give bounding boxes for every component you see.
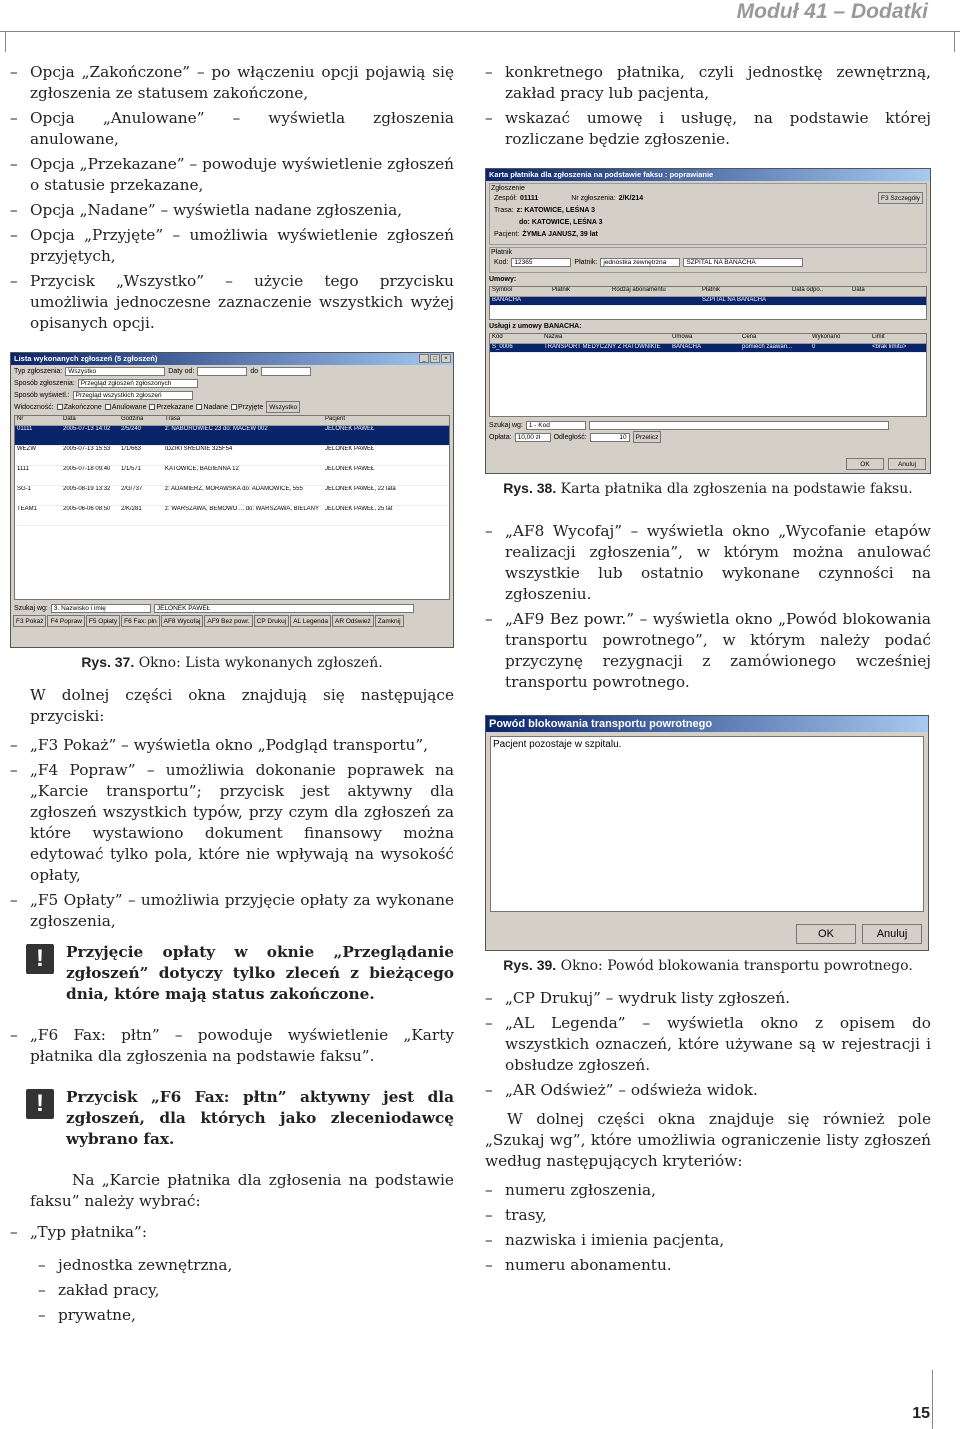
column-header[interactable]: Godzina <box>121 416 144 422</box>
note-text: Przycisk „F6 Fax: płtn” aktywny jest dla zgłoszeń, dla których jako zleceniodawcę wybrano fax. <box>66 1088 454 1148</box>
paragraph: W dolnej części okna znajdują się następujące przyciski: <box>30 686 454 725</box>
typ-select[interactable]: Wszystko <box>65 367 165 376</box>
table-cell: TEAM1 <box>17 506 38 512</box>
column-header[interactable]: Nr <box>17 416 24 422</box>
column-header[interactable]: Rodzaj abonamentu <box>612 287 666 293</box>
table-cell: JELONEK PAWEŁ <box>325 466 375 472</box>
table-cell: 2005-07-13 14:02 <box>63 426 111 432</box>
odleglosc-field[interactable]: 10 <box>590 433 630 442</box>
table-cell: TRANSPORT MEDYCZNY Z RATOWNIKIE <box>544 344 661 350</box>
group-label: Zgłoszenie <box>491 185 525 192</box>
list-item: – „AR Odśwież” – odświeża widok. <box>485 1080 931 1101</box>
toolbar-button[interactable]: AR Odśwież <box>332 615 374 627</box>
button-bar <box>11 614 453 628</box>
date-to-field[interactable] <box>261 367 311 376</box>
table-row[interactable] <box>15 506 449 526</box>
list-item: – Opcja „Przekazane” – powoduje wyświetlenie zgłoszeń o statusie przekazane, <box>10 154 454 196</box>
window-karta-platnika <box>485 168 931 474</box>
filter-checkbox[interactable]: Nadane <box>196 404 228 411</box>
zespol-label: Zespół: <box>494 194 517 202</box>
table-row[interactable] <box>490 297 926 306</box>
table-cell: WEZW <box>17 446 36 452</box>
sub-list <box>10 1255 454 1326</box>
anuluj-button[interactable]: Anuluj <box>888 458 926 470</box>
caption-text: Okno: Powód blokowania transportu powrotnego. <box>560 958 913 974</box>
left-column <box>10 62 454 1330</box>
table-cell: 2005-07-13 15:53 <box>63 446 111 452</box>
header-title: Moduł 41 – Dodatki <box>736 0 928 23</box>
caption-38 <box>485 480 931 497</box>
uslugi-table <box>489 333 927 417</box>
buttons-list <box>485 988 931 1101</box>
table-cell: 2/K/281 <box>121 506 142 512</box>
szukaj-input[interactable] <box>589 421 889 430</box>
anuluj-button[interactable]: Anuluj <box>862 924 922 944</box>
ok-button[interactable]: OK <box>796 924 856 944</box>
umowy-table <box>489 286 927 320</box>
table-header <box>15 416 449 426</box>
list-item: – trasy, <box>485 1205 931 1226</box>
table-cell: JELONEK PAWEŁ, 22 lata <box>325 486 396 492</box>
platnik-select[interactable]: jednostka zewnętrzna <box>600 258 680 267</box>
table-cell: JELONEK PAWEŁ <box>325 426 375 432</box>
divider <box>954 32 955 52</box>
table-cell: KATOWICE, BAGIENNA 12 <box>165 466 239 472</box>
szukaj-input[interactable]: JELONEK PAWEŁ <box>154 604 414 613</box>
table-header <box>490 334 926 344</box>
table-row[interactable] <box>15 446 449 466</box>
umowy-label: Umowy: <box>489 276 517 283</box>
list-item: – „F4 Popraw” – umożliwia dokonanie poprawek na „Karcie transportu”; przycisk jest aktywny dla zgłoszeń wszystkich typów, przy czym dla zgłoszeń za które wystawiono dokument finansowy można edytować tylko pola, które nie wpływają na wysokość opłaty, <box>10 760 454 886</box>
caption-text: Karta płatnika dla zgłoszenia na podstawie faksu. <box>560 481 913 497</box>
paragraph: W dolnej części okna znajduje się również pole „Szukaj wg”, które umożliwia ograniczenie listy zgłoszeń według następujących kryteriów: <box>485 1110 931 1170</box>
platnik-group <box>489 247 927 273</box>
list-item: – „F6 Fax: płtn” – powoduje wyświetlenie „Karty płatnika dla zgłoszenia na podstawie faksu”. <box>10 1025 454 1067</box>
page-header <box>0 0 960 32</box>
wszystko-button[interactable]: Wszystko <box>266 401 300 413</box>
table-row[interactable] <box>15 466 449 486</box>
group-label: Płatnik <box>491 249 513 256</box>
list-item: – zakład pracy, <box>10 1280 454 1301</box>
close-icon[interactable]: × <box>441 354 451 363</box>
column-header[interactable]: Symbol <box>492 287 513 293</box>
filter-checkbox[interactable]: Zakończone <box>57 404 102 411</box>
paragraph: Na „Karcie płatnika dla zgłosenia na podstawie faksu” należy wybrać: <box>30 1171 454 1210</box>
zespol-value: 01111 <box>519 194 539 202</box>
caption-number: Rys. 37. <box>81 654 135 670</box>
oplata-field[interactable]: 10,00 zł <box>515 433 551 442</box>
reason-textarea[interactable]: Pacjent pozostaje w szpitalu. <box>490 736 924 912</box>
sposob-wyswietl-label: Sposób wyświetl.: <box>14 391 70 399</box>
trasa-value: do: KATOWICE, LEŚNA 3 <box>519 218 603 226</box>
options-list <box>485 62 931 150</box>
daty-do-label: do <box>250 367 259 375</box>
list-item: – „Typ płatnika”: <box>10 1222 454 1243</box>
window-controls <box>419 354 451 363</box>
column-header[interactable]: Trasa <box>165 416 181 422</box>
typ-label: Typ zgłoszenia: <box>14 367 63 375</box>
table-cell: SG-1 <box>17 486 32 492</box>
toolbar-button[interactable]: F4 Popraw <box>47 615 84 627</box>
toolbar-button[interactable]: Zamknij <box>375 615 404 627</box>
table-cell: 1/1/571 <box>121 466 142 472</box>
list-item: – „AF8 Wycofaj” – wyświetla okno „Wycofanie etapów realizacji zgłoszenia”, w którym można anulować wszystkie lub ostatnio wykonane czynności na zgłoszeniu. <box>485 521 931 605</box>
zgloszenia-table <box>14 415 450 600</box>
minimize-icon[interactable]: _ <box>419 354 429 363</box>
toolbar-button[interactable]: AL Legenda <box>290 615 331 627</box>
column-header[interactable]: Płatnik <box>552 287 571 293</box>
table-cell <box>790 297 850 305</box>
list-item: – „F5 Opłaty” – umożliwia przyjęcie opłaty za wykonane zgłoszenia, <box>10 890 454 932</box>
szukaj-select[interactable]: 3. Nazwisko i imię <box>51 604 151 613</box>
options-list <box>10 62 454 334</box>
kod-field[interactable]: 12365 <box>511 258 571 267</box>
buttons-list <box>485 521 931 693</box>
table-cell <box>850 297 900 305</box>
list-item: – Opcja „Przyjęte” – umożliwia wyświetlenie zgłoszeń przyjętych, <box>10 225 454 267</box>
toolbar-button[interactable]: F5 Opłaty <box>86 615 120 627</box>
table-cell: BANACHA <box>492 297 522 303</box>
filter-checkbox[interactable]: Przekazane <box>149 404 193 411</box>
filter-checkbox[interactable]: Przyjęte <box>231 404 263 411</box>
szczegoly-button[interactable]: F3 Szczegóły <box>878 192 923 204</box>
pacjent-value: ŻYMŁA JANUSZ, 39 lat <box>522 230 598 238</box>
page-number: 15 <box>912 1405 930 1422</box>
toolbar-button[interactable]: AF8 Wycofaj <box>161 615 204 627</box>
oplata-label: Opłata: <box>489 433 512 441</box>
note-box <box>10 1087 454 1150</box>
platnik-label: Płatnik: <box>574 258 598 266</box>
caption-39 <box>485 957 931 974</box>
column-header[interactable]: Pacjent <box>325 416 346 422</box>
column-header[interactable]: Limit <box>872 334 885 340</box>
table-row[interactable] <box>15 426 449 446</box>
szukaj-select[interactable]: 1 - Kod <box>526 421 586 430</box>
table-cell: S_0006 <box>492 344 513 350</box>
list-item: – „F3 Pokaż” – wyświetla okno „Podgląd transportu”, <box>10 735 454 756</box>
uslugi-label: Usługi z umowy BANACHA: <box>489 323 582 330</box>
window-title: Lista wykonanych zgłoszeń (5 zgłoszeń) <box>11 353 453 365</box>
toolbar-button[interactable]: F3 Pokaż <box>13 615 46 627</box>
list-item: – „AL Legenda” – wyświetla okno z opisem do wszystkich oznaczeń, które używane są w rejestracji i obsłudze zgłoszeń. <box>485 1013 931 1076</box>
caption-number: Rys. 38. <box>503 480 557 496</box>
zgloszenie-group <box>489 183 927 245</box>
szukaj-label: Szukaj wg: <box>489 421 523 429</box>
trasa-value: z: KATOWICE, LEŚNA 3 <box>516 206 596 214</box>
pacjent-label: Pacjent: <box>494 230 520 238</box>
trasa-label: Trasa: <box>494 206 514 214</box>
table-header <box>490 287 926 297</box>
daty-label: Daty od: <box>168 367 195 375</box>
sposob-select[interactable]: Przegląd zgłoszeń zgłoszonych <box>78 379 198 388</box>
sposob-label: Sposób zgłoszenia: <box>14 379 75 387</box>
list-item: – Opcja „Nadane” – wyświetla nadane zgłoszenia, <box>10 200 454 221</box>
note-box <box>10 942 454 1005</box>
toolbar-button[interactable]: CP Drukuj <box>254 615 290 627</box>
column-header[interactable]: Data <box>63 416 76 422</box>
list-item: – jednostka zewnętrzna, <box>10 1255 454 1276</box>
maximize-icon[interactable]: □ <box>430 354 440 363</box>
table-cell: 0 <box>812 344 816 350</box>
list-item: – Opcja „Zakończone” – po włączeniu opcji pojawią się zgłoszenia ze statusem zakończone, <box>10 62 454 104</box>
list-item: – numeru abonamentu. <box>485 1255 931 1276</box>
list-item: – nazwiska i imienia pacjenta, <box>485 1230 931 1251</box>
table-cell: JELONEK PAWEŁ <box>325 446 375 452</box>
table-cell: BANACHA <box>672 344 702 350</box>
table-cell: SZPITAL NA BANACHA <box>702 297 767 303</box>
buttons-list <box>10 735 454 932</box>
caption-37 <box>10 654 454 671</box>
table-cell: 1111 <box>17 466 30 472</box>
list-item: – Opcja „Anulowane” – wyświetla zgłoszenia anulowane, <box>10 108 454 150</box>
toolbar-button[interactable]: AF9 Bez powr. <box>204 615 252 627</box>
nr-label: Nr zgłoszenia: <box>571 194 616 202</box>
table-cell: 2005-06-06 08:50 <box>63 506 111 512</box>
odleglosc-label: Odległość: <box>553 433 587 441</box>
list-item: – prywatne, <box>10 1305 454 1326</box>
table-cell: z: ADAMIERZ, MORAWSKA do: ADAMOWICE, 555 <box>165 486 303 492</box>
table-cell: 01111 <box>17 426 33 432</box>
sposob-wyswietl-select[interactable]: Przegląd wszystkich zgłoszeń <box>73 391 193 400</box>
window-title: Powód blokowania transportu powrotnego <box>486 716 928 732</box>
ok-button[interactable]: OK <box>846 458 884 470</box>
exclamation-icon: ! <box>26 944 54 974</box>
table-cell <box>610 297 700 305</box>
list-item: – konkretnego płatnika, czyli jednostkę zewnętrzną, zakład pracy lub pacjenta, <box>485 62 931 104</box>
exclamation-icon: ! <box>26 1089 54 1119</box>
list-item: – Przycisk „Wszystko” – użycie tego przycisku umożliwia jednoczesne zaznaczenie wszystkich wyżej opisanych opcji. <box>10 271 454 334</box>
column-header[interactable]: Data odpo.. <box>792 287 824 293</box>
table-cell: JELONEK PAWEŁ, 25 lat <box>325 506 393 512</box>
window-title: Karta płatnika dla zgłoszenia na podstawie faksu : poprawianie <box>486 169 930 181</box>
note-text: Przyjęcie opłaty w oknie „Przeglądanie zgłoszeń” dotyczy tylko zleceń z bieżącego dnia, które mają status zakończone. <box>66 943 454 1003</box>
table-row[interactable] <box>15 486 449 506</box>
criteria-list <box>485 1180 931 1276</box>
kod-label: Kod: <box>494 258 509 266</box>
date-from-field[interactable] <box>197 367 247 376</box>
table-cell: z: NABOROWIEC 23 do: MACEW 002 <box>165 426 268 432</box>
column-header[interactable]: Nazwa <box>544 334 563 340</box>
nr-value: 2/K/214 <box>618 194 644 202</box>
toolbar-button[interactable]: F6 Fax: płn <box>121 615 160 627</box>
table-cell: z: WARSZAWA, BEMOWO ... do: WARSZAWA, BIELANY <box>165 506 320 512</box>
window-powod-blokowania <box>485 715 929 951</box>
table-cell: <brak limitu> <box>872 344 907 350</box>
filter-checkbox[interactable]: Anulowane <box>105 404 147 411</box>
table-cell: IDZIKI SREDNIE 325F54 <box>165 446 233 452</box>
przelicz-button[interactable]: Przelicz <box>633 431 662 443</box>
list-item: – „CP Drukuj” – wydruk listy zgłoszeń. <box>485 988 931 1009</box>
table-cell: 1/1/663 <box>121 446 142 452</box>
list-item: – „AF9 Bez powr.” – wyświetla okno „Powód blokowania transportu powrotnego”, w którym należy podać przyczynę rezygnacji z zamówionego wcześniej transportu powrotnego. <box>485 609 931 693</box>
column-header[interactable]: Wykonano <box>812 334 841 340</box>
table-row[interactable] <box>490 344 926 353</box>
table-cell: 2005-08-19 13:32 <box>63 486 111 492</box>
list-item: – numeru zgłoszenia, <box>485 1180 931 1201</box>
column-header[interactable]: Cena <box>742 334 757 340</box>
window-list-zgloszen <box>10 352 454 648</box>
table-cell: pomiech zaawan... <box>742 344 793 350</box>
list-item: – wskazać umowę i usługę, na podstawie której rozliczane będzie zgłoszenie. <box>485 108 931 150</box>
caption-number: Rys. 39. <box>503 957 557 973</box>
widocznosc-label: Widoczność: <box>14 403 54 411</box>
column-header[interactable]: Płatnik <box>702 287 721 293</box>
column-header[interactable]: Data <box>852 287 865 293</box>
szukaj-label: Szukaj wg: <box>14 604 48 612</box>
right-column <box>485 62 931 1280</box>
column-header[interactable]: Kod <box>492 334 503 340</box>
table-cell: 2/5/240 <box>121 426 142 432</box>
column-header[interactable]: Umowa <box>672 334 693 340</box>
table-cell <box>550 297 610 305</box>
platnik-name-field[interactable]: SZPITAL NA BANACHA <box>683 258 803 267</box>
table-cell: 2/G/737 <box>121 486 143 492</box>
table-cell: 2005-07-18 09:40 <box>63 466 111 472</box>
divider <box>932 1370 933 1429</box>
divider <box>5 32 6 52</box>
caption-text: Okno: Lista wykonanych zgłoszeń. <box>138 655 383 671</box>
